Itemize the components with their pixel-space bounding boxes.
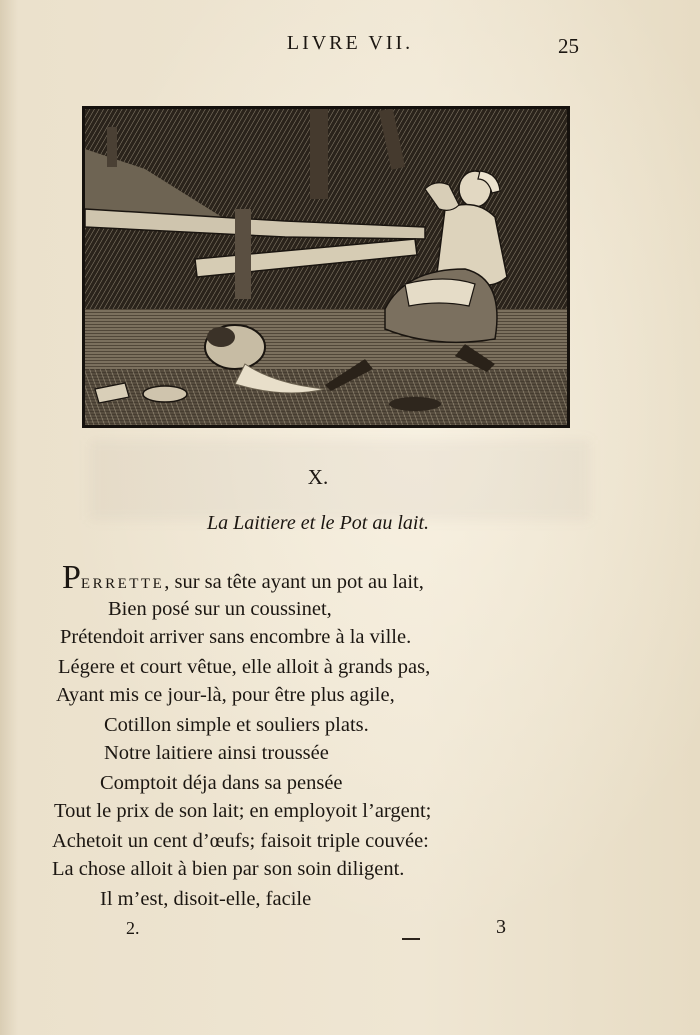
verse-line: Ayant mis ce jour-là, pour être plus agile, bbox=[56, 684, 395, 706]
fable-number: X. bbox=[307, 465, 329, 489]
verse-text: , sur sa tête ayant un pot au lait, bbox=[164, 571, 424, 593]
running-title: LIVRE VII. bbox=[286, 32, 414, 54]
gathering-number: 3 bbox=[496, 916, 506, 938]
drop-cap: P bbox=[62, 559, 81, 596]
verse-line: Achetoit un cent d’œufs; faisoit triple couvée: bbox=[52, 830, 429, 852]
signature-mark: 2. bbox=[126, 918, 140, 938]
verse-line: Prétendoit arriver sans encombre à la ville. bbox=[60, 626, 412, 648]
verse-line: Cotillon simple et souliers plats. bbox=[104, 714, 369, 736]
verse-line: Il m’est, disoit-elle, facile bbox=[100, 888, 312, 910]
verse-line bbox=[62, 559, 424, 597]
verse-line: Bien posé sur un coussinet, bbox=[108, 598, 332, 620]
ornament-dash bbox=[402, 938, 420, 940]
page-number: 25 bbox=[558, 34, 579, 58]
engraving-illustration bbox=[82, 106, 570, 428]
fable-title: La Laitiere et le Pot au lait. bbox=[206, 512, 430, 534]
verse-line: Légere et court vêtue, elle alloit à grands pas, bbox=[58, 656, 431, 678]
verse-line: La chose alloit à bien par son soin diligent. bbox=[52, 858, 405, 880]
engraving-svg bbox=[85, 109, 567, 425]
verse-line: Notre laitiere ainsi troussée bbox=[104, 742, 329, 764]
verse-line: Comptoit déja dans sa pensée bbox=[100, 772, 343, 794]
small-caps-name: ERRETTE bbox=[80, 576, 165, 592]
verse-line: Tout le prix de son lait; en employoit l’argent; bbox=[54, 800, 432, 822]
